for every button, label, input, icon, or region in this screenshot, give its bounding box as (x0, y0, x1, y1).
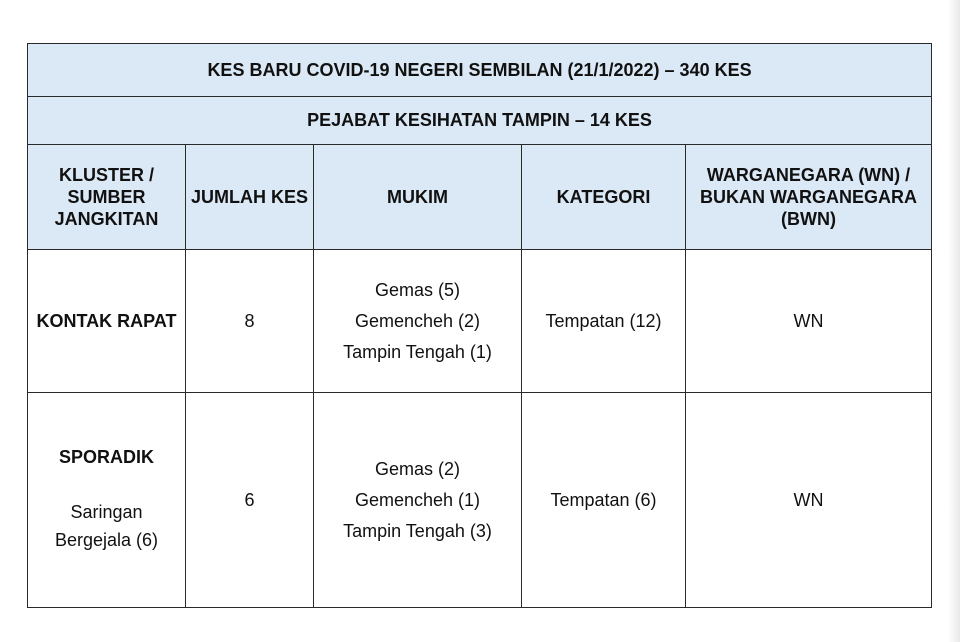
source-detail: Saringan Bergejala (6) (54, 502, 159, 550)
header-mukim: MUKIM (314, 145, 522, 250)
page-edge-shadow (948, 0, 960, 642)
header-category: KATEGORI (522, 145, 686, 250)
citizenship-cell: WN (686, 250, 932, 393)
header-count: JUMLAH KES (186, 145, 314, 250)
source-label: SPORADIK (58, 447, 154, 467)
header-source: KLUSTER / SUMBER JANGKITAN (28, 145, 186, 250)
table-subtitle: PEJABAT KESIHATAN TAMPIN – 14 KES (28, 97, 932, 145)
header-row (28, 145, 932, 250)
source-cell (28, 250, 186, 393)
source-cell (28, 393, 186, 608)
source-label: KONTAK RAPAT (36, 311, 177, 331)
mukim-item: Tampin Tengah (3) (343, 520, 492, 541)
mukim-item: Tampin Tengah (1) (343, 341, 492, 362)
citizenship-cell: WN (686, 393, 932, 608)
count-cell: 8 (186, 250, 314, 393)
category-cell: Tempatan (12) (522, 250, 686, 393)
mukim-item: Gemas (2) (374, 458, 461, 479)
mukim-item: Gemencheh (1) (354, 489, 481, 510)
table-row (28, 250, 932, 393)
mukim-item: Gemas (5) (374, 279, 461, 300)
header-citizenship: WARGANEGARA (WN) / BUKAN WARGANEGARA (BWN) (686, 145, 932, 250)
subtitle-row (28, 97, 932, 145)
category-cell: Tempatan (6) (522, 393, 686, 608)
title-row (28, 44, 932, 97)
mukim-cell (314, 393, 522, 608)
count-cell: 6 (186, 393, 314, 608)
covid-cases-table (27, 43, 932, 608)
mukim-cell (314, 250, 522, 393)
table-row (28, 393, 932, 608)
table-title: KES BARU COVID-19 NEGERI SEMBILAN (21/1/2022) – 340 KES (28, 44, 932, 97)
mukim-item: Gemencheh (2) (354, 310, 481, 331)
